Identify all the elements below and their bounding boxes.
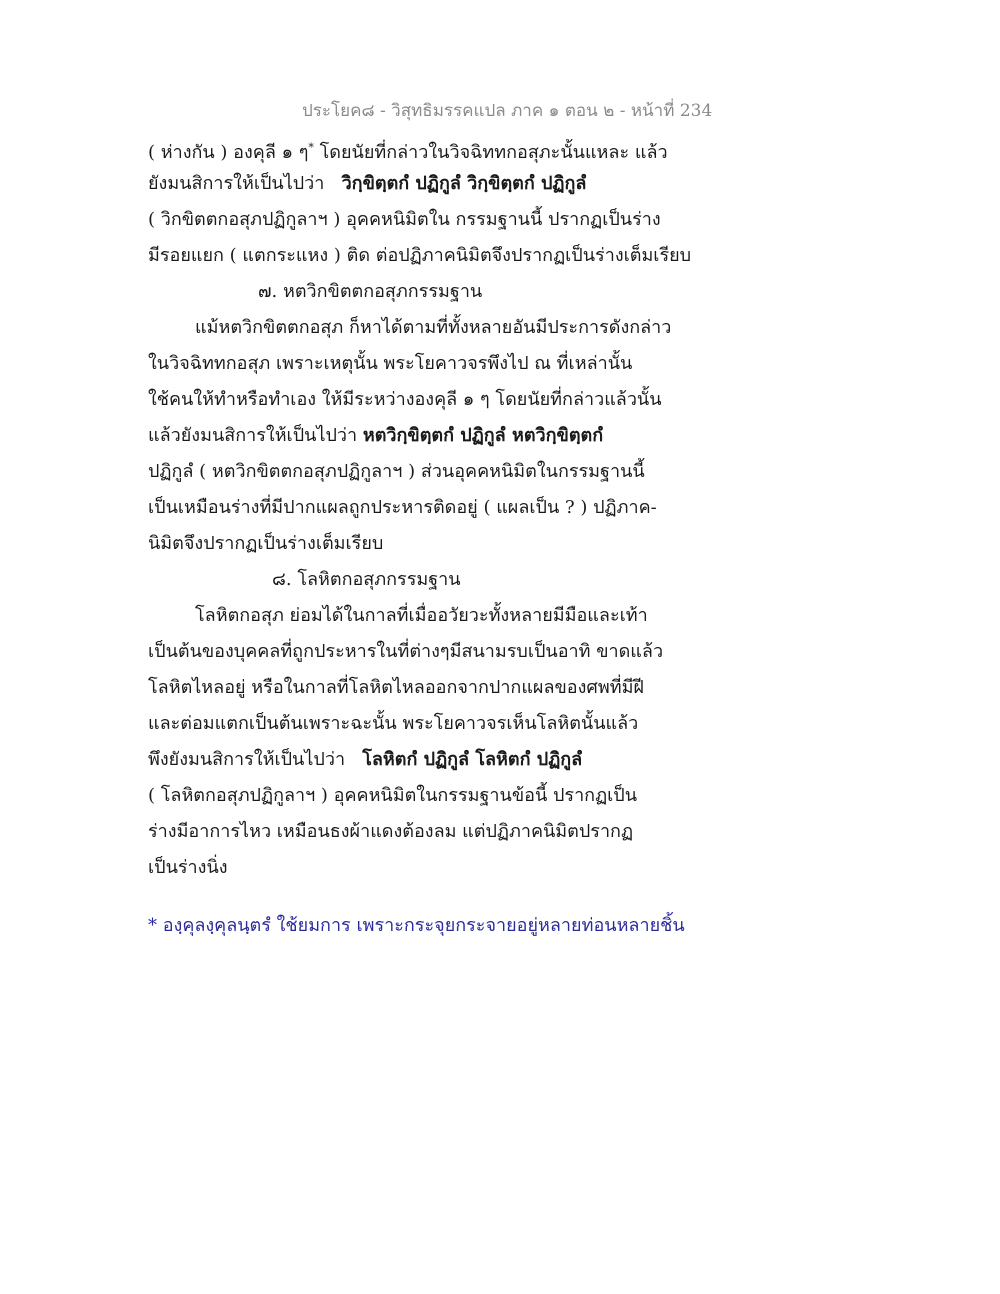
text-line: ( โลหิตกอสุภปฏิกูลาฯ ) อุคคหนิมิตในกรรมฐานข้อนี้ ปรากฏเป็น — [148, 785, 638, 806]
text-line: นิมิตจึงปรากฏเป็นร่างเต็มเรียบ — [148, 533, 384, 554]
text-segment: ยังมนสิการให้เป็นไปว่า — [148, 173, 325, 194]
text-line: โลหิตกอสุภ ย่อมได้ในกาลที่เมื่ออวัยวะทั้งหลายมีมือและเท้า — [195, 605, 648, 626]
text-line: ใช้คนให้ทำหรือทำเอง ให้มีระหว่างองคุลี ๑ ๆ โดยนัยที่กล่าวแล้วนั้น — [148, 389, 662, 410]
text-segment: ( ห่างกัน ) องคุลี ๑ ๆ — [148, 142, 309, 163]
text-line: และต่อมแตกเป็นต้นเพราะฉะนั้น พระโยคาวจรเห็นโลหิตนั้นแล้ว — [148, 713, 639, 734]
text-line: เป็นต้นของบุคคลที่ถูกประหารในที่ต่างๆมีสนามรบเป็นอาทิ ขาดแล้ว — [148, 641, 664, 662]
text-segment: โดยนัยที่กล่าวในวิจฉิททกอสุภะนั้นแหละ แล้ว — [313, 142, 668, 163]
text-line: ร่างมีอาการไหว เหมือนธงผ้าแดงต้องลม แต่ปฏิภาคนิมิตปรากฏ — [148, 821, 634, 842]
text-line — [148, 166, 586, 202]
pali-phrase: หตวิกฺขิตฺตกํ ปฏิกูลํ หตวิกฺขิตฺตกํ — [362, 425, 604, 446]
text-line: เป็นร่างนิ่ง — [148, 857, 228, 878]
text-line: ปฏิกูลํ ( หตวิกขิตตกอสุภปฏิกูลาฯ ) ส่วนอุคคหนิมิตในกรรมฐานนี้ — [148, 461, 645, 482]
pali-phrase: วิกฺขิตฺตกํ ปฏิกูลํ วิกฺขิตฺตกํ ปฏิกูลํ — [341, 173, 587, 194]
text-segment: พึงยังมนสิการให้เป็นไปว่า — [148, 749, 346, 770]
section-heading-8: ๘. โลหิตกอสุภกรรมฐาน — [272, 569, 461, 590]
text-line — [148, 130, 668, 166]
text-line: ( วิกขิตตกอสุภปฏิกูลาฯ ) อุคคหนิมิตใน กรรมฐานนี้ ปรากฏเป็นร่าง — [148, 209, 661, 230]
pali-phrase: โลหิตกํ ปฏิกูลํ โลหิตกํ ปฏิกูลํ — [362, 749, 583, 770]
text-line: เป็นเหมือนร่างที่มีปากแผลถูกประหารติดอยู่ ( แผลเป็น ? ) ปฏิภาค- — [148, 497, 657, 518]
text-line: มีรอยแยก ( แตกระแหง ) ติด ต่อปฏิภาคนิมิตจึงปรากฏเป็นร่างเต็มเรียบ — [148, 245, 692, 266]
text-segment: แล้วยังมนสิการให้เป็นไปว่า — [148, 425, 363, 446]
footnote: * องฺคุลงฺคุลนฺตรํ ใช้ยมการ เพราะกระจุยกระจายอยู่หลายท่อนหลายชิ้น — [148, 915, 685, 936]
running-header: ประโยค๘ - วิสุทธิมรรคแปล ภาค ๑ ตอน ๒ - หน้าที่ 234 — [302, 101, 713, 121]
text-line: ในวิจฉิททกอสุภ เพราะเหตุนั้น พระโยคาวจรพึงไป ณ ที่เหล่านั้น — [148, 353, 633, 374]
text-line — [148, 418, 603, 454]
footnote-marker: * — [308, 141, 314, 154]
text-line: โลหิตไหลอยู่ หรือในกาลที่โลหิตไหลออกจากปากแผลของศพที่มีฝี — [148, 677, 644, 698]
text-line — [148, 742, 582, 778]
section-heading-7: ๗. หตวิกขิตตกอสุภกรรมฐาน — [258, 281, 483, 302]
text-line: แม้หตวิกขิตตกอสุภ ก็หาได้ตามที่ทั้งหลายอันมีประการดังกล่าว — [195, 317, 672, 338]
